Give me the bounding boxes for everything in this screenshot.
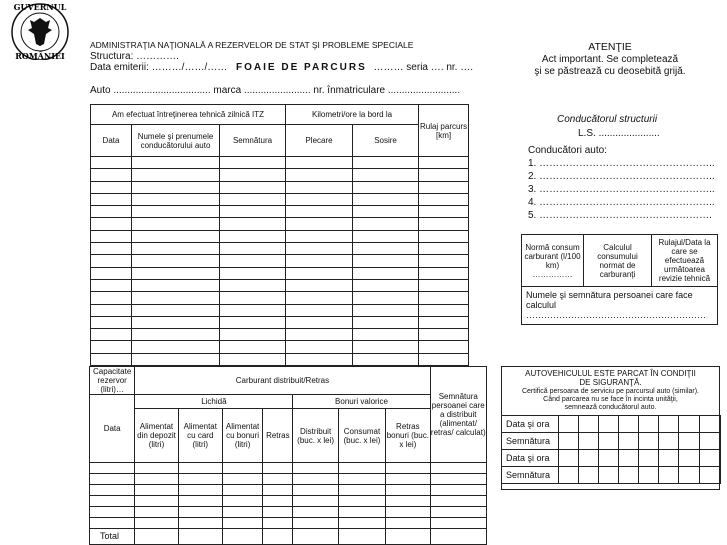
itz-cell[interactable] <box>286 243 353 255</box>
itz-cell[interactable] <box>419 255 469 267</box>
fuel-cell[interactable] <box>178 474 222 485</box>
col-signature: Semnătura <box>220 125 286 157</box>
itz-row <box>91 341 469 353</box>
parking-cell[interactable] <box>619 416 639 433</box>
itz-row <box>91 255 469 267</box>
itz-cell[interactable] <box>353 157 419 169</box>
parking-cell[interactable] <box>619 467 639 484</box>
itz-cell[interactable] <box>132 218 220 230</box>
fuel-row <box>90 474 487 485</box>
itz-cell[interactable] <box>286 157 353 169</box>
auto-line: Auto ................................... marca ........................ nr. înmatriculare .......................... <box>90 85 461 96</box>
itz-row <box>91 230 469 242</box>
itz-cell[interactable] <box>286 353 353 365</box>
emission-date: Data emiterii: ………/……/…… <box>90 62 228 73</box>
fuel-cell[interactable] <box>135 485 178 496</box>
itz-cell[interactable] <box>132 279 220 291</box>
itz-cell[interactable] <box>353 255 419 267</box>
itz-cell[interactable] <box>220 329 286 341</box>
fuel-cell[interactable] <box>430 463 486 474</box>
parking-cell[interactable] <box>679 450 700 467</box>
itz-cell[interactable] <box>419 292 469 304</box>
itz-row <box>91 304 469 316</box>
parking-cell[interactable] <box>639 433 659 450</box>
itz-table <box>90 104 469 366</box>
parking-title-1: AUTOVEHICULUL ESTE PARCAT ÎN CONDIŢII <box>525 369 696 378</box>
itz-cell[interactable] <box>220 169 286 181</box>
parking-cell[interactable] <box>700 433 721 450</box>
fuel-cell[interactable] <box>293 496 338 507</box>
fuel-cell[interactable] <box>338 485 385 496</box>
fuel-cell[interactable] <box>222 496 262 507</box>
itz-cell[interactable] <box>419 341 469 353</box>
fuel-cell[interactable] <box>178 518 222 529</box>
itz-cell[interactable] <box>419 230 469 242</box>
col-card: Alimentat cu card (litri) <box>178 409 222 463</box>
fuel-cell[interactable] <box>263 507 293 518</box>
ls-line: L.S. ...................... <box>578 128 660 139</box>
itz-cell[interactable] <box>286 218 353 230</box>
fuel-cell[interactable] <box>386 518 430 529</box>
parking-cell[interactable] <box>579 450 599 467</box>
itz-cell[interactable] <box>353 279 419 291</box>
itz-cell[interactable] <box>353 218 419 230</box>
norm-consumption <box>522 235 584 287</box>
parking-row-label: Semnătura <box>502 433 559 450</box>
parking-cell[interactable] <box>559 416 579 433</box>
fuel-row <box>90 485 487 496</box>
fuel-cell[interactable] <box>178 485 222 496</box>
parking-row <box>502 433 721 450</box>
col-retras: Retras <box>263 409 293 463</box>
itz-cell[interactable] <box>353 243 419 255</box>
structura-line: Structura: …………. <box>90 51 179 62</box>
fuel-cell[interactable] <box>263 474 293 485</box>
itz-cell[interactable] <box>91 230 132 242</box>
fuel-cell[interactable] <box>386 474 430 485</box>
itz-cell[interactable] <box>286 206 353 218</box>
attention-line-2: şi se păstrează cu deosebită grijă. <box>534 66 686 77</box>
itz-cell[interactable] <box>91 341 132 353</box>
parking-cell[interactable] <box>639 416 659 433</box>
fuel-row <box>90 518 487 529</box>
parking-cell[interactable] <box>579 467 599 484</box>
emission-line <box>90 62 473 73</box>
parking-cell[interactable] <box>599 450 619 467</box>
fuel-cell[interactable] <box>222 474 262 485</box>
itz-row <box>91 292 469 304</box>
itz-cell[interactable] <box>286 292 353 304</box>
fuel-row <box>90 496 487 507</box>
parking-cell[interactable] <box>659 416 679 433</box>
norm-consumption-label: Normă consum carburant (l/100 km) <box>524 242 581 270</box>
itz-cell[interactable] <box>286 181 353 193</box>
col-driver-name: Numele şi prenumele conducătorului auto <box>132 125 220 157</box>
fuel-cell[interactable] <box>135 518 178 529</box>
col-consumat: Consumat (buc. x lei) <box>338 409 385 463</box>
itz-cell[interactable] <box>286 279 353 291</box>
itz-cell[interactable] <box>91 255 132 267</box>
parking-cell[interactable] <box>700 467 721 484</box>
itz-cell[interactable] <box>132 255 220 267</box>
itz-cell[interactable] <box>91 353 132 365</box>
parking-row <box>502 450 721 467</box>
col-depot: Alimentat din depozit (litri) <box>135 409 178 463</box>
fuel-cell[interactable] <box>338 474 385 485</box>
itz-cell[interactable] <box>353 267 419 279</box>
itz-cell[interactable] <box>91 181 132 193</box>
fuel-cell[interactable] <box>90 518 135 529</box>
itz-cell[interactable] <box>353 353 419 365</box>
driver-1[interactable]: 1. …………………………………………….. <box>528 158 715 169</box>
svg-text:GUVERNUL: GUVERNUL <box>13 2 67 12</box>
itz-cell[interactable] <box>220 292 286 304</box>
fuel-col-data: Data <box>90 395 135 463</box>
itz-cell[interactable] <box>419 304 469 316</box>
itz-cell[interactable] <box>353 169 419 181</box>
itz-cell[interactable] <box>132 292 220 304</box>
itz-cell[interactable] <box>91 206 132 218</box>
calc-person-label: Numele şi semnătura persoanei care face calculul <box>526 290 693 310</box>
fuel-cell[interactable] <box>135 474 178 485</box>
fuel-cell[interactable] <box>90 496 135 507</box>
itz-cell[interactable] <box>91 304 132 316</box>
fuel-cell[interactable] <box>178 463 222 474</box>
itz-cell[interactable] <box>132 341 220 353</box>
parking-row <box>502 416 721 433</box>
fuel-cell[interactable] <box>90 474 135 485</box>
drivers-title: Conducători auto: <box>528 145 607 156</box>
itz-cell[interactable] <box>286 255 353 267</box>
fuel-cell[interactable] <box>135 496 178 507</box>
itz-cell[interactable] <box>419 169 469 181</box>
itz-cell[interactable] <box>286 193 353 205</box>
fuel-cell[interactable] <box>338 496 385 507</box>
itz-cell[interactable] <box>132 353 220 365</box>
itz-cell[interactable] <box>132 304 220 316</box>
agency-title: ADMINISTRAŢIA NAŢIONALĂ A REZERVELOR DE STAT ŞI PROBLEME SPECIALE <box>90 40 414 50</box>
itz-cell[interactable] <box>91 193 132 205</box>
itz-cell[interactable] <box>286 267 353 279</box>
calc-person-dots[interactable]: …………………………………………………… <box>526 310 706 320</box>
itz-cell[interactable] <box>419 243 469 255</box>
head-title: Conducătorul structurii <box>557 114 658 125</box>
itz-row <box>91 279 469 291</box>
col-bonuri: Alimentat cu bonuri (litri) <box>222 409 262 463</box>
itz-cell[interactable] <box>220 341 286 353</box>
fuel-cell[interactable] <box>386 463 430 474</box>
itz-cell[interactable] <box>220 316 286 328</box>
itz-row <box>91 193 469 205</box>
parking-cell[interactable] <box>579 416 599 433</box>
parking-cell[interactable] <box>659 450 679 467</box>
itz-cell[interactable] <box>91 169 132 181</box>
itz-cell[interactable] <box>91 157 132 169</box>
itz-cell[interactable] <box>220 218 286 230</box>
km-group-header: Kilometri/ore la bord la <box>286 105 419 125</box>
parking-row <box>502 467 721 484</box>
driver-2[interactable]: 2. …………………………………………….. <box>528 171 715 182</box>
itz-cell[interactable] <box>353 329 419 341</box>
fuel-cell[interactable] <box>430 507 486 518</box>
itz-cell[interactable] <box>220 206 286 218</box>
fuel-row <box>90 463 487 474</box>
itz-cell[interactable] <box>132 206 220 218</box>
fuel-cell[interactable] <box>135 463 178 474</box>
itz-row <box>91 169 469 181</box>
itz-cell[interactable] <box>132 243 220 255</box>
itz-row <box>91 243 469 255</box>
itz-row <box>91 218 469 230</box>
col-retras-bonuri: Retras bonuri (buc. x lei) <box>386 409 430 463</box>
itz-cell[interactable] <box>91 267 132 279</box>
itz-row <box>91 157 469 169</box>
fuel-row <box>90 507 487 518</box>
parking-cell[interactable] <box>659 433 679 450</box>
itz-cell[interactable] <box>419 193 469 205</box>
fuel-cell[interactable] <box>263 485 293 496</box>
itz-cell[interactable] <box>220 279 286 291</box>
itz-cell[interactable] <box>286 230 353 242</box>
itz-cell[interactable] <box>132 316 220 328</box>
itz-cell[interactable] <box>220 255 286 267</box>
parking-cell[interactable] <box>679 467 700 484</box>
itz-cell[interactable] <box>419 267 469 279</box>
itz-cell[interactable] <box>91 329 132 341</box>
parking-row-label: Data şi ora <box>502 416 559 433</box>
itz-row <box>91 316 469 328</box>
itz-cell[interactable] <box>220 193 286 205</box>
parking-line-3: semnează conducătorul auto. <box>564 404 657 411</box>
fuel-cell[interactable] <box>293 507 338 518</box>
svg-text:ROMÂNIEI: ROMÂNIEI <box>15 51 65 60</box>
itz-cell[interactable] <box>353 304 419 316</box>
parking-row-label: Data şi ora <box>502 450 559 467</box>
parking-row-label: Semnătura <box>502 467 559 484</box>
fuel-cell[interactable] <box>263 496 293 507</box>
parking-cell[interactable] <box>559 467 579 484</box>
parking-cell[interactable] <box>579 433 599 450</box>
parking-cell[interactable] <box>700 416 721 433</box>
driver-3[interactable]: 3. …………………………………………….. <box>528 184 715 195</box>
itz-cell[interactable] <box>91 316 132 328</box>
total-label: Total <box>90 529 135 545</box>
fuel-cell[interactable] <box>430 496 486 507</box>
parking-cell[interactable] <box>639 467 659 484</box>
guvernul-romaniei-seal <box>0 0 80 60</box>
rulaj-header: Rulaj parcurs [km] <box>419 105 469 157</box>
driver-4[interactable]: 4. …………………………………………….. <box>528 197 715 208</box>
itz-cell[interactable] <box>419 218 469 230</box>
vouchers-header: Bonuri valorice <box>293 395 430 409</box>
itz-cell[interactable] <box>132 193 220 205</box>
parking-table <box>501 415 721 484</box>
fuel-cell[interactable] <box>338 463 385 474</box>
itz-cell[interactable] <box>132 329 220 341</box>
itz-cell[interactable] <box>419 316 469 328</box>
col-arrival: Sosire <box>353 125 419 157</box>
fuel-cell[interactable] <box>293 474 338 485</box>
fuel-cell[interactable] <box>430 518 486 529</box>
parking-cell[interactable] <box>599 433 619 450</box>
itz-cell[interactable] <box>419 206 469 218</box>
parking-cell[interactable] <box>559 433 579 450</box>
fuel-cell[interactable] <box>430 485 486 496</box>
itz-cell[interactable] <box>286 316 353 328</box>
itz-cell[interactable] <box>220 243 286 255</box>
fuel-cell[interactable] <box>293 463 338 474</box>
itz-cell[interactable] <box>220 304 286 316</box>
fuel-cell[interactable] <box>222 518 262 529</box>
fuel-cell[interactable] <box>338 518 385 529</box>
fuel-cell[interactable] <box>386 485 430 496</box>
itz-cell[interactable] <box>419 279 469 291</box>
parking-cell[interactable] <box>619 450 639 467</box>
itz-cell[interactable] <box>353 206 419 218</box>
itz-cell[interactable] <box>353 316 419 328</box>
norm-calc: Calculul consumului normat de carburanţi <box>584 235 652 287</box>
itz-cell[interactable] <box>353 292 419 304</box>
fuel-cell[interactable] <box>386 507 430 518</box>
parking-line-1: Certifică persoana de serviciu pe parcursul auto (similar). <box>521 388 700 395</box>
fuel-cell[interactable] <box>178 507 222 518</box>
itz-cell[interactable] <box>353 230 419 242</box>
distributor-signature-header: Semnătura persoanei care a distribuit (alimentat/ retras/ calculat) <box>430 367 486 463</box>
parking-title-2: DE SIGURANŢĂ. <box>579 378 642 387</box>
itz-row <box>91 329 469 341</box>
itz-cell[interactable] <box>353 341 419 353</box>
itz-group-header: Am efectuat întreţinerea tehnică zilnică ITZ <box>91 105 286 125</box>
fuel-group-header: Carburant distribuit/Retras <box>135 367 430 395</box>
itz-cell[interactable] <box>132 181 220 193</box>
norm-table <box>521 234 718 325</box>
itz-cell[interactable] <box>132 267 220 279</box>
itz-cell[interactable] <box>286 169 353 181</box>
capacity-header: Capacitate rezervor (litri)… <box>90 367 135 395</box>
attention-title: ATENŢIE <box>588 41 632 53</box>
parking-cell[interactable] <box>679 433 700 450</box>
fuel-cell[interactable] <box>386 496 430 507</box>
itz-row <box>91 353 469 365</box>
itz-cell[interactable] <box>286 304 353 316</box>
fuel-cell[interactable] <box>293 518 338 529</box>
itz-cell[interactable] <box>286 341 353 353</box>
itz-cell[interactable] <box>220 157 286 169</box>
col-departure: Plecare <box>286 125 353 157</box>
itz-row <box>91 181 469 193</box>
parking-cell[interactable] <box>599 467 619 484</box>
col-distribuit: Distribuit (buc. x lei) <box>293 409 338 463</box>
norm-consumption-value[interactable]: …………… <box>532 269 573 279</box>
attention-line-1: Act important. Se completează <box>541 54 679 65</box>
parking-cell[interactable] <box>639 450 659 467</box>
fuel-cell[interactable] <box>430 474 486 485</box>
fuel-cell[interactable] <box>263 463 293 474</box>
itz-cell[interactable] <box>220 353 286 365</box>
itz-cell[interactable] <box>419 181 469 193</box>
fuel-cell[interactable] <box>222 463 262 474</box>
parking-cell[interactable] <box>679 416 700 433</box>
itz-cell[interactable] <box>353 193 419 205</box>
fuel-cell[interactable] <box>263 518 293 529</box>
fuel-cell[interactable] <box>222 485 262 496</box>
itz-row <box>91 206 469 218</box>
itz-cell[interactable] <box>91 218 132 230</box>
itz-cell[interactable] <box>91 279 132 291</box>
itz-cell[interactable] <box>220 230 286 242</box>
parking-line-2: Când parcarea nu se face în incinta unităţii, <box>543 396 678 403</box>
series-number: ……… seria …. nr. …. <box>373 62 473 73</box>
itz-cell[interactable] <box>419 157 469 169</box>
parking-cell[interactable] <box>700 450 721 467</box>
itz-cell[interactable] <box>132 157 220 169</box>
itz-cell[interactable] <box>91 292 132 304</box>
fuel-cell[interactable] <box>178 496 222 507</box>
fuel-cell[interactable] <box>90 463 135 474</box>
itz-cell[interactable] <box>132 230 220 242</box>
parking-cell[interactable] <box>599 416 619 433</box>
itz-row <box>91 267 469 279</box>
col-data: Data <box>91 125 132 157</box>
fuel-cell[interactable] <box>338 507 385 518</box>
fuel-cell[interactable] <box>90 507 135 518</box>
itz-cell[interactable] <box>220 181 286 193</box>
liquid-header: Lichidă <box>135 395 293 409</box>
document-title: FOAIE DE PARCURS <box>236 62 367 73</box>
itz-cell[interactable] <box>132 169 220 181</box>
itz-cell[interactable] <box>220 267 286 279</box>
parking-cell[interactable] <box>619 433 639 450</box>
revision-date: Rulajul/Data la care se efectuează următoarea revizie tehnică <box>652 235 718 287</box>
fuel-cell[interactable] <box>135 507 178 518</box>
itz-cell[interactable] <box>353 181 419 193</box>
itz-cell[interactable] <box>419 353 469 365</box>
calc-person-cell <box>522 287 718 325</box>
parking-cell[interactable] <box>559 450 579 467</box>
fuel-cell[interactable] <box>222 507 262 518</box>
itz-cell[interactable] <box>419 329 469 341</box>
driver-5[interactable]: 5. ……………………………………………. <box>528 210 712 221</box>
fuel-cell[interactable] <box>90 485 135 496</box>
fuel-table <box>89 366 487 545</box>
itz-cell[interactable] <box>286 329 353 341</box>
fuel-cell[interactable] <box>293 485 338 496</box>
parking-cell[interactable] <box>659 467 679 484</box>
itz-cell[interactable] <box>91 243 132 255</box>
